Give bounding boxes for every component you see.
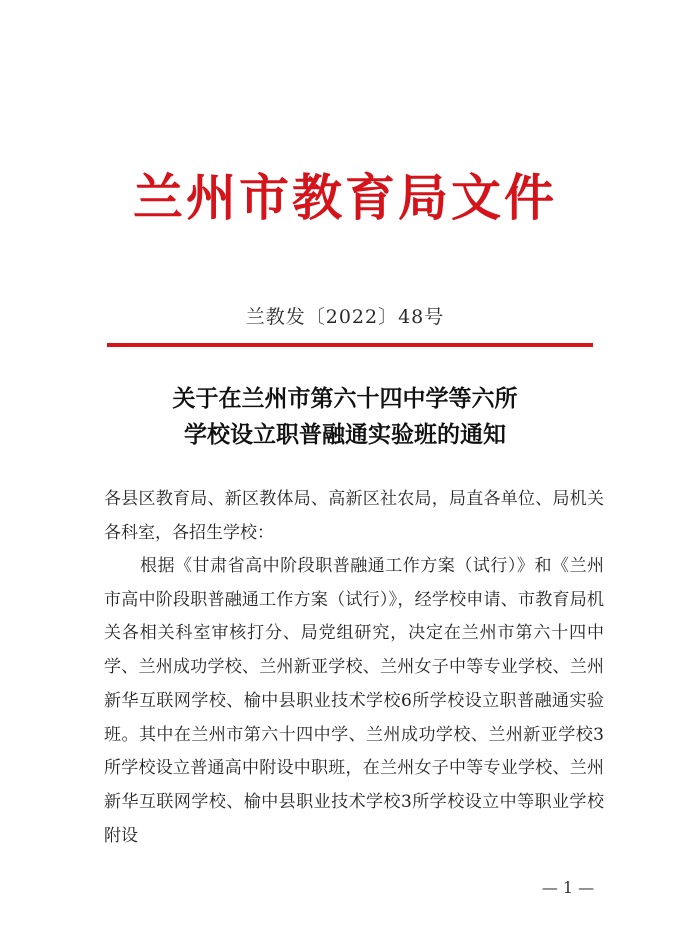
red-separator-rule — [107, 343, 593, 347]
document-number: 兰教发〔2022〕48号 — [245, 306, 445, 328]
issuer-masthead: 兰州市教育局文件 — [133, 169, 557, 227]
page-number: — 1 — — [541, 878, 595, 897]
body-paragraph: 根据《甘肃省高中阶段职普融通工作方案（试行）》和《兰州市高中阶段职普融通工作方案（试行）》，经学校申请、市教育局机关各相关科室审核打分、局党组研究，决定在兰州市第六十四中学、兰州成功学校、兰州新亚学校、兰州女子中等专业学校、兰州新华互联网学校、榆中县职业技术学校6所学校设立职普融通实验班。其中在兰州市第六十四中学、兰州成功学校、兰州新亚学校3所学校设立普通高中附设中职班，在兰州女子中等专业学校、兰州新华互联网学校、榆中县职业技术学校3所学校设立中等职业学校附设 — [104, 556, 604, 846]
notice-title-line-2: 学校设立职普融通实验班的通知 — [184, 422, 506, 448]
notice-title-line-1: 关于在兰州市第六十四中学等六所 — [172, 386, 518, 412]
recipients-paragraph: 各县区教育局、新区教体局、高新区社农局，局直各单位、局机关各科室，各招生学校： — [104, 489, 604, 543]
